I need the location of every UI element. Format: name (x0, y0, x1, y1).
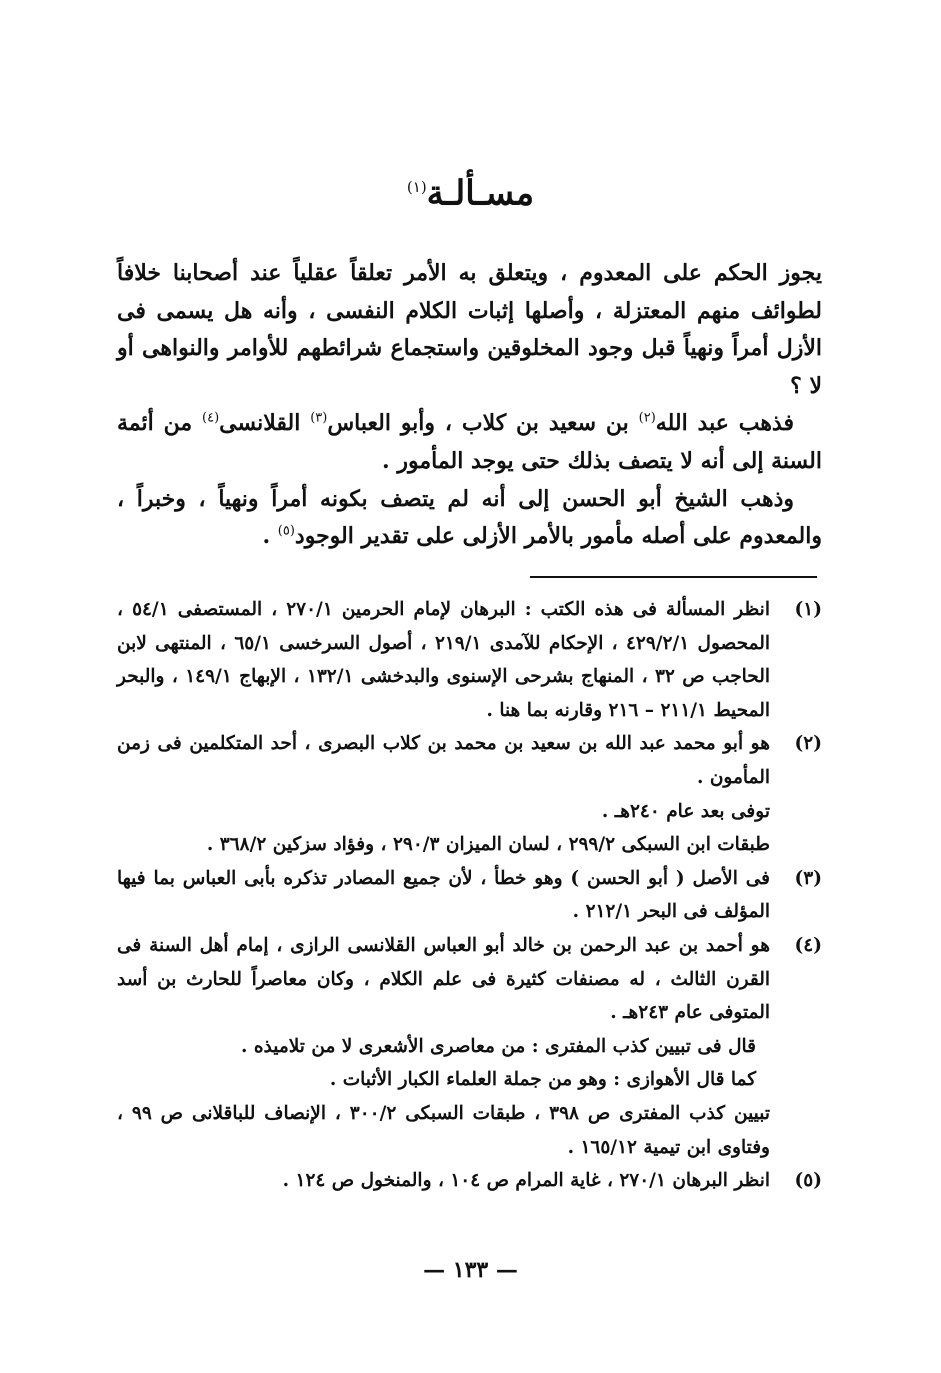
footnote-number: (٥) (794, 1170, 822, 1192)
paragraph (117, 481, 822, 556)
footnote (117, 862, 822, 929)
footnote-text: توفى بعد عام ٢٤٠هـ . (601, 800, 770, 822)
footnote-ref: (٥) (277, 523, 295, 539)
footnote-ref: (٣) (310, 411, 328, 427)
footnote-text: هو أحمد بن عبد الرحمن بن خالد أبو العباس القلانسى الرازى ، إمام أهل السنة فى القرن الثالث ، له مصنفات كثيرة فى علم الكلام ، وكان معاصراً للحارث بن أسد المتوفى عام ٢٤٣هـ . (117, 934, 770, 1024)
footnote-ref: (٤) (202, 411, 220, 427)
paragraph-text: من أئمة السنة إلى أنه لا يتصف بذلك حتى يوجد المأمور . (117, 410, 822, 474)
footnote (117, 1164, 822, 1198)
footnote-number: (٣) (794, 867, 822, 889)
footnote-number: (٢) (794, 733, 822, 755)
footnote-number: (١) (794, 599, 822, 620)
paragraph-text: القلانسى (219, 410, 311, 437)
footnote (117, 727, 822, 861)
paragraph-text: يجوز الحكم على المعدوم ، ويتعلق به الأمر تعلقاً عقلياً عند أصحابنا خلافاً لطوائف منهم المعتزلة ، وأصلها إثبات الكلام النفسى ، وأنه هل يسمى فى الأزل أمراً ونهياً قبل وجود المخلوقين واستجماع شرائطهم للأوامر والنواهى أو لا ؟ (117, 260, 822, 399)
page-title (0, 162, 941, 218)
footnote-text: طبقات ابن السبكى ٢٩٩/٢ ، لسان الميزان ٢٩٠/٣ ، وفؤاد سزكين ٣٦٨/٢ . (206, 834, 770, 856)
footnote-divider (530, 576, 817, 578)
paragraph-text: وذهب الشيخ أبو الحسن إلى أنه لم يتصف بكونه أمراً ونهياً ، وخبراً ، والمعدوم على أصله مأمور بالأمر الأزلى على تقدير الوجود (117, 485, 822, 550)
footnote-text: انظر المسألة فى هذه الكتب : البرهان لإمام الحرمين ٢٧٠/١ ، المستصفى ٥٤/١ ، المحصول ٤٢٩/٢/١ ، الإحكام للآمدى ٢١٩/١ ، أصول السرخسى ٦٥/١ ، المنتهى لابن الحاجب ص ٣٢ ، المنهاج بشرحى الإسنوى والبدخشى ١٣٢/١ ، الإبهاج ١٤٩/١ ، والبحر المحيط ٢١١/١ – ٢١٦ وقارنه بما هنا . (117, 599, 770, 721)
footnote (117, 929, 822, 1164)
footnote (117, 593, 822, 727)
paragraph-text: بن سعيد بن كلاب ، وأبو العباس (327, 410, 639, 437)
page-number: — ١٣٣ — (423, 1257, 518, 1283)
paragraph-text: فذهب عبد الله (655, 410, 794, 437)
main-text (117, 255, 822, 556)
footnote-text: فى الأصل ( أبو الحسن ) وهو خطأ ، لأن جميع المصادر تذكره بأبى العباس بما فيها المؤلف فى البحر ٢١٢/١ . (117, 867, 770, 923)
footnote-text: انظر البرهان ٢٧٠/١ ، غاية المرام ص ١٠٤ ، والمنخول ص ١٢٤ . (282, 1170, 770, 1192)
paragraph (117, 255, 822, 405)
footnote-text: قال فى تبيين كذب المفترى : من معاصرى الأشعرى لا من تلاميذه . (240, 1035, 756, 1057)
footnote-number: (٤) (794, 934, 822, 956)
title-footnote-ref: (١) (406, 178, 427, 196)
title-text: مسـألـة (426, 173, 535, 214)
footnote-ref: (٢) (638, 411, 656, 427)
footnote-text: هو أبو محمد عبد الله بن سعيد بن محمد بن كلاب البصرى ، أحد المتكلمين فى زمن المأمون . (117, 733, 770, 788)
paragraph-text: . (262, 523, 278, 550)
footnotes (117, 593, 822, 1198)
paragraph (117, 405, 822, 480)
footnote-text: كما قال الأهوازى : وهو من جملة العلماء الكبار الأثبات . (329, 1069, 756, 1091)
footnote-text: تبيين كذب المفترى ص ٣٩٨ ، طبقات السبكى ٣٠٠/٢ ، الإنصاف للباقلانى ص ٩٩ ، وفتاوى ابن تيمية ١٦٥/١٢ . (117, 1102, 770, 1158)
